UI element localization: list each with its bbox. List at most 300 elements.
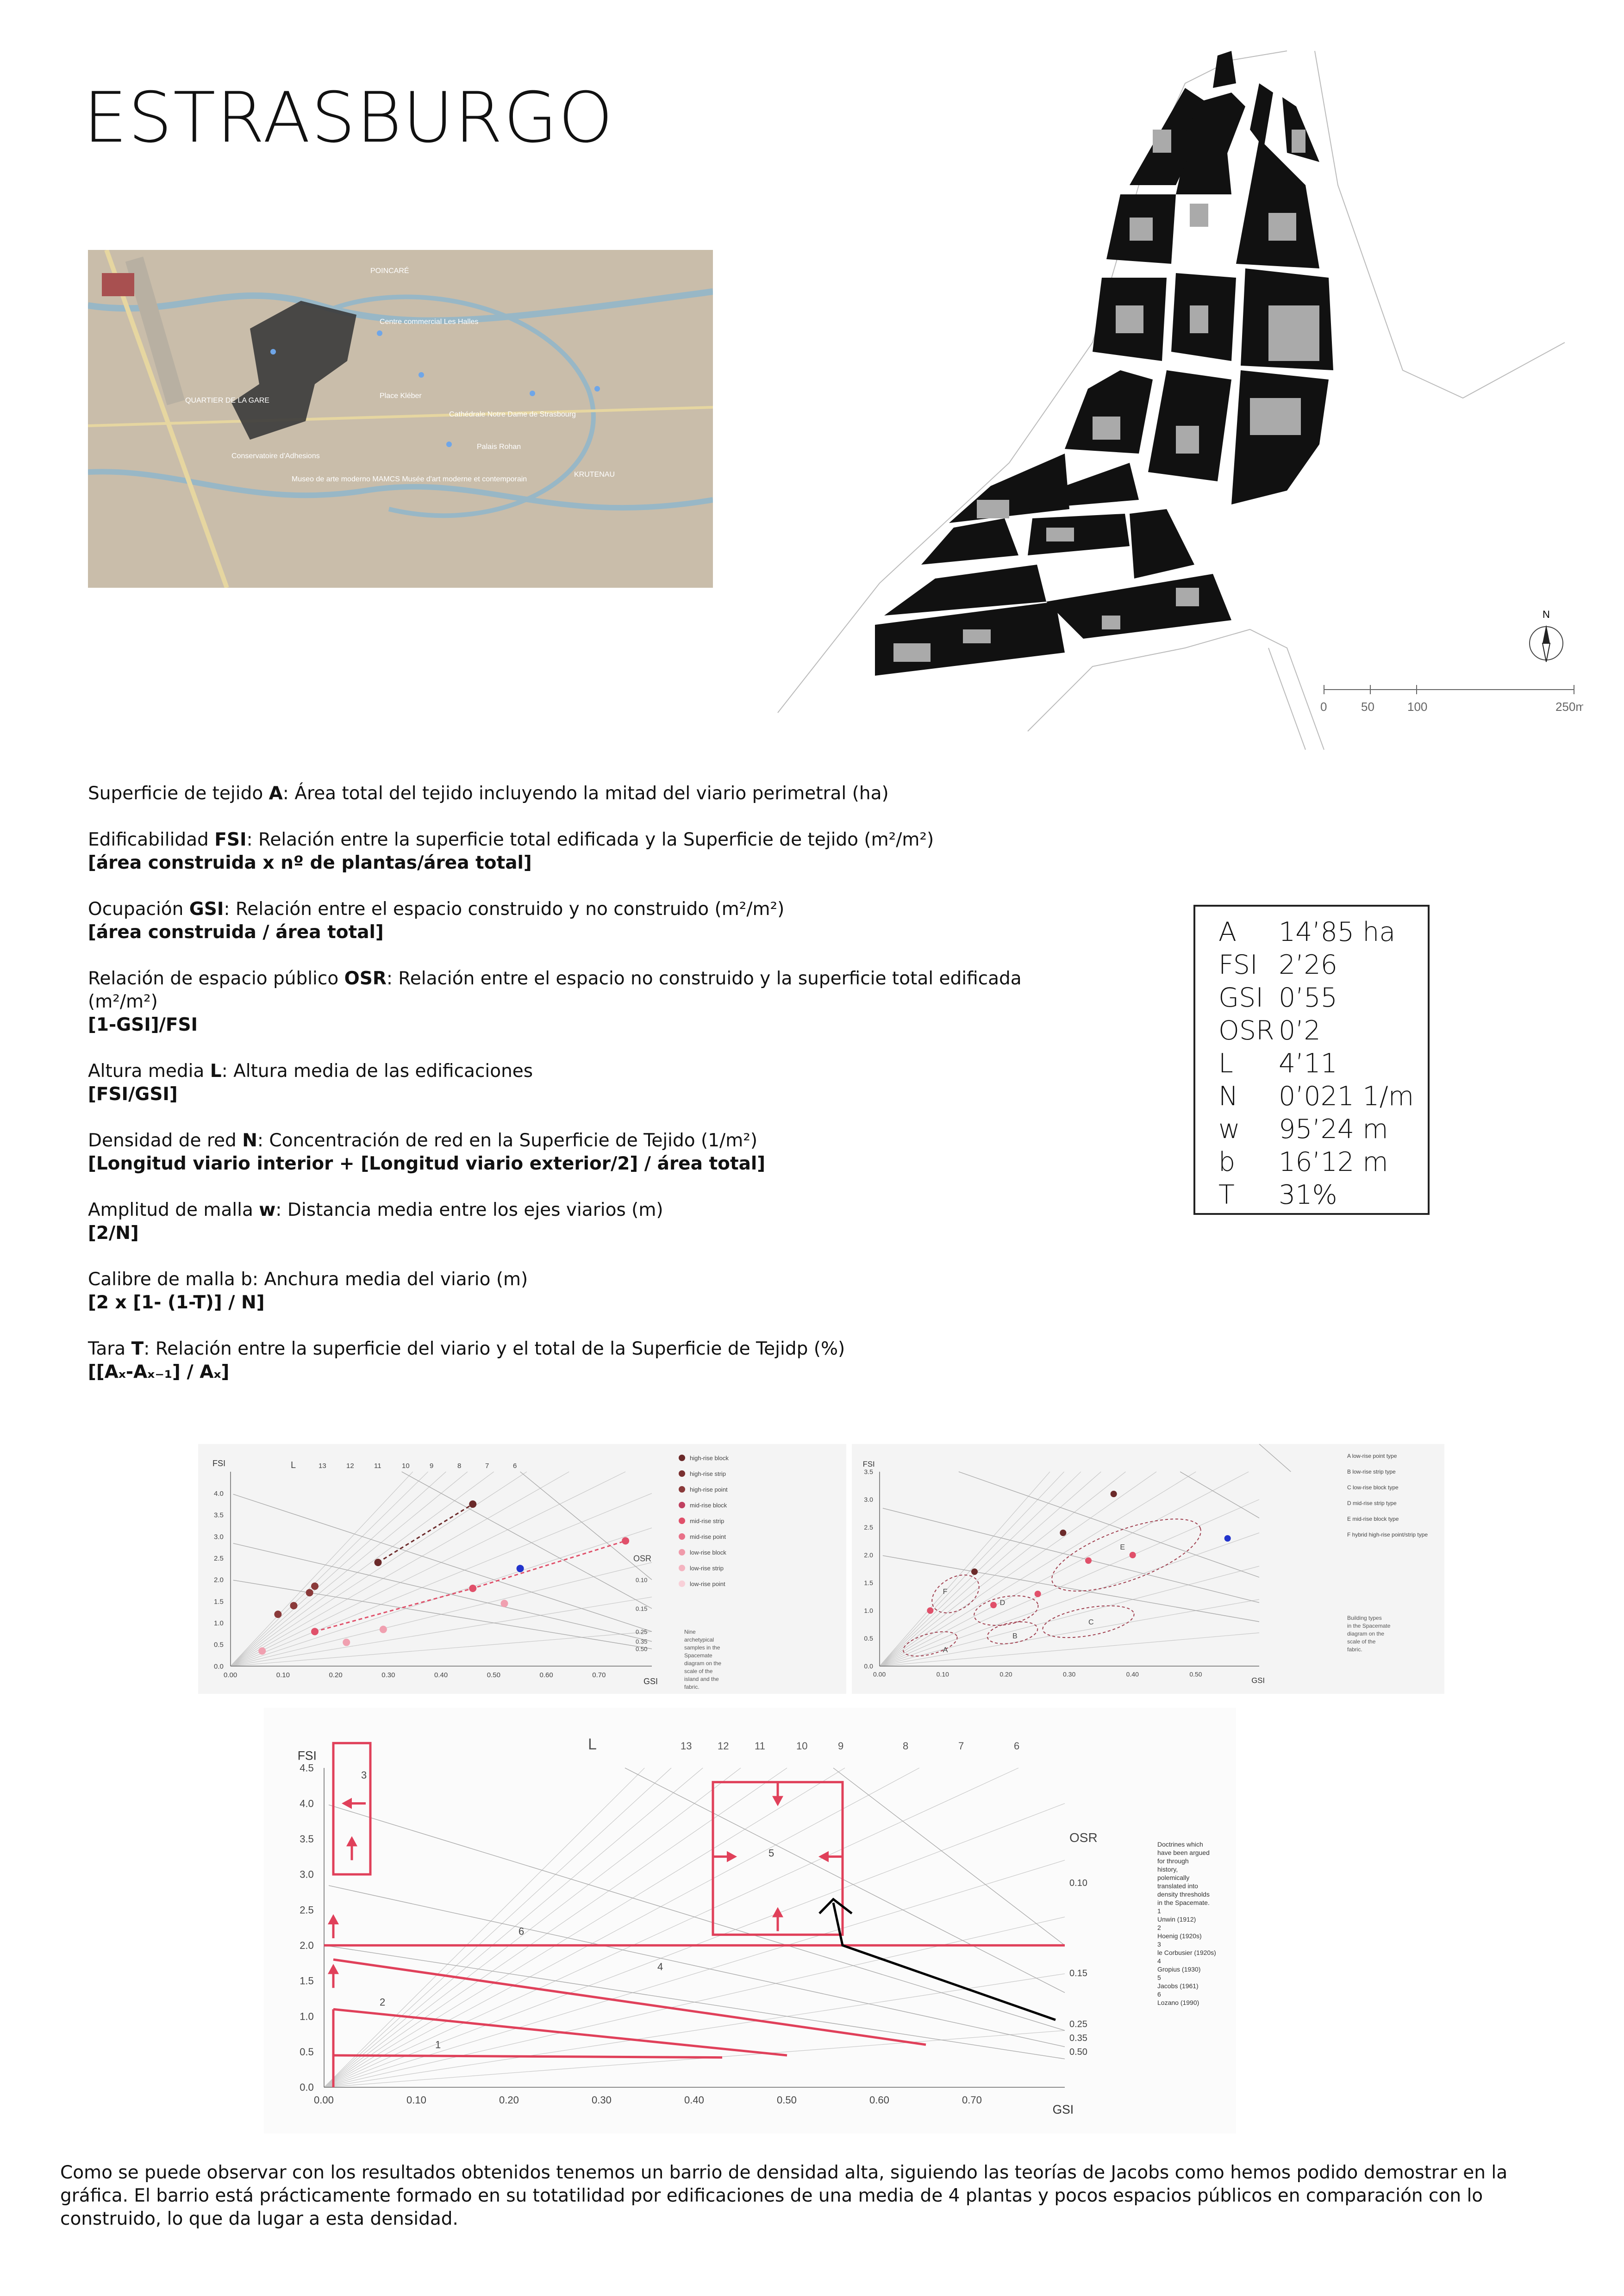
L-ray (880, 1533, 1259, 1666)
doctrine-entry: 6 (1157, 1991, 1161, 1998)
y-tick-label: 1.5 (214, 1598, 224, 1606)
legend-marker (679, 1486, 685, 1493)
data-point (343, 1639, 350, 1646)
legend-marker (679, 1455, 685, 1461)
legend-label: high-rise strip (690, 1470, 726, 1477)
result-key: FSI (1218, 950, 1258, 980)
data-point (1130, 1552, 1136, 1558)
legend-label: E mid-rise block type (1347, 1516, 1399, 1522)
L-ray (231, 1472, 625, 1666)
definition-item (88, 782, 1037, 805)
doctrines-intro-line: in the Spacemate. (1157, 1899, 1210, 1906)
result-row (1218, 1047, 1428, 1080)
data-point (380, 1626, 387, 1633)
result-row (1218, 982, 1428, 1014)
L-label: 6 (1014, 1740, 1020, 1752)
data-point (1111, 1491, 1117, 1497)
osr-label: 0.25 (636, 1628, 648, 1636)
result-key: N (1218, 1081, 1238, 1112)
doctrines-intro-line: translated into (1157, 1882, 1198, 1890)
chart-note-line: Spacemate (684, 1652, 712, 1659)
x-tick-label: 0.00 (224, 1671, 237, 1679)
doctrines-intro-line: density thresholds (1157, 1891, 1210, 1898)
x-tick-label: 0.40 (684, 2094, 704, 2106)
doctrine-entry: 4 (1157, 1957, 1161, 1965)
x-tick-label: 0.10 (936, 1670, 949, 1678)
doctrine-entry: 1 (1157, 1907, 1161, 1915)
L-ray (231, 1472, 527, 1666)
north-arrow-icon (1530, 609, 1563, 662)
north-label: N (1543, 609, 1550, 620)
result-key: T (1218, 1180, 1235, 1210)
osr-line (1259, 1444, 1291, 1472)
L-ray (231, 1472, 446, 1666)
L-ray (880, 1472, 1050, 1666)
definition-term: Relación de espacio público (88, 968, 344, 989)
scale-label: 100 (1407, 700, 1428, 714)
x-tick-label: 0.10 (276, 1671, 290, 1679)
result-row (1218, 1146, 1428, 1179)
definition-item (88, 1268, 1037, 1314)
map-label: QUARTIER DE LA GARE (185, 397, 269, 404)
x-tick-label: 0.70 (592, 1671, 606, 1679)
map-label: POINCARÉ (370, 267, 409, 275)
osr-title: OSR (1069, 1830, 1098, 1845)
y-tick-label: 3.5 (300, 1833, 314, 1845)
y-tick-label: 2.0 (864, 1551, 873, 1559)
chart-note-line: Nine (684, 1629, 696, 1635)
result-key: L (1218, 1048, 1233, 1079)
legend-label: low-rise strip (690, 1565, 724, 1572)
data-point (622, 1537, 629, 1544)
y-tick-label: 1.0 (300, 2010, 314, 2022)
result-value: 0’021 1/m (1279, 1081, 1414, 1112)
map-label: Conservatoire d'Adhesions (231, 452, 320, 460)
L-label: 13 (681, 1740, 692, 1752)
doctrine-entry: 2 (1157, 1924, 1161, 1931)
x-tick-label: 0.20 (499, 2094, 519, 2106)
legend-label: mid-rise block (690, 1502, 727, 1509)
x-tick-label: 0.00 (314, 2094, 334, 2106)
legend-label: B low-rise strip type (1347, 1468, 1396, 1475)
legend-label: high-rise block (690, 1455, 729, 1462)
y-tick-label: 2.0 (300, 1940, 314, 1952)
group-label: F (943, 1588, 948, 1596)
x-tick-label: 0.50 (1189, 1670, 1202, 1678)
legend-label: C low-rise block type (1347, 1484, 1399, 1491)
doctrines-intro-line: history, (1157, 1866, 1178, 1873)
L-ray (231, 1472, 413, 1666)
y-tick-label: 3.0 (300, 1868, 314, 1880)
definition-item (88, 898, 1037, 944)
group-label: A (943, 1646, 948, 1654)
L-label: 8 (457, 1462, 462, 1470)
result-row (1218, 1113, 1428, 1146)
arrow-head-icon (818, 1851, 829, 1862)
legend-label: low-rise block (690, 1549, 726, 1556)
conclusion-text: Como se puede observar con los resultados obtenidos tenemos un barrio de densidad alta, siguiendo las teorías de Jacobs como hemos podido demostrar en la gráfica. El barrio está prácticamente formado en su totatilidad por edificaciones de una media de 4 plantas y pocos espacios públicos en comparación con lo construido, lo que da lugar a esta densidad. (60, 2162, 1508, 2229)
legend-label: F hybrid high-rise point/strip type (1347, 1531, 1428, 1538)
x-tick-label: 0.40 (1126, 1670, 1139, 1678)
zone-label: 1 (435, 2039, 441, 2051)
doctrines-intro-line: have been argued (1157, 1849, 1210, 1856)
pointer-line (833, 1903, 1056, 2020)
legend-marker (679, 1470, 685, 1477)
definition-item (88, 967, 1037, 1037)
data-point (274, 1611, 281, 1618)
map-label: Palais Rohan (477, 443, 521, 451)
data-point (1060, 1530, 1066, 1536)
x-tick-label: 0.70 (962, 2094, 982, 2106)
definition-description: : Concentración de red en la Superficie de Tejido (1/m²) (257, 1130, 758, 1151)
scale-bar (1324, 685, 1574, 694)
definition-description: : Relación entre el espacio construido y no construido (m²/m²) (224, 899, 785, 920)
y-tick-label: 3.5 (864, 1468, 873, 1475)
data-point (927, 1607, 933, 1614)
chart-note-line: fabric. (684, 1684, 700, 1690)
arrow-head-icon (342, 1798, 352, 1809)
definition-description: : Área total del tejido incluyendo la mitad del viario perimetral (ha) (282, 783, 889, 804)
L-label: 13 (319, 1462, 326, 1470)
x-tick-label: 0.50 (777, 2094, 797, 2106)
x-tick-label: 0.00 (873, 1670, 886, 1678)
arrow-head-icon (727, 1851, 737, 1862)
osr-label: 0.10 (1069, 1878, 1087, 1888)
result-key: OSR (1218, 1015, 1274, 1046)
figure-ground-plan (768, 46, 1583, 750)
definition-key: w (259, 1200, 276, 1220)
result-value: 0’55 (1279, 983, 1337, 1013)
definition-description: : Relación entre el espacio no construido y la superficie total edificada (m²/m²) (88, 968, 1022, 1012)
doctrine-entry: Unwin (1912) (1157, 1916, 1196, 1923)
L-label: 8 (903, 1740, 909, 1752)
L-ray (880, 1472, 1064, 1666)
group-label: E (1120, 1543, 1125, 1551)
osr-label: 0.35 (1069, 2033, 1087, 2043)
definition-item (88, 1338, 1037, 1384)
definition-key: L (210, 1061, 222, 1082)
definition-key: A (269, 783, 283, 804)
result-value: 2’26 (1279, 950, 1337, 980)
chart-note-line: diagram on the (684, 1660, 722, 1667)
spacemate-chart-building-types (852, 1444, 1444, 1694)
doctrine-entry: Gropius (1930) (1157, 1966, 1201, 1973)
y-tick-label: 0.0 (214, 1662, 224, 1671)
x-tick-label: 0.40 (434, 1671, 448, 1679)
L-label: 7 (958, 1740, 964, 1752)
chart-note-line: Building types (1347, 1615, 1382, 1621)
definition-formula: [2/N] (88, 1223, 139, 1244)
L-label: 10 (402, 1462, 410, 1470)
L-label: 9 (838, 1740, 844, 1752)
result-value: 4’11 (1279, 1048, 1337, 1079)
x-tick-label: 0.30 (381, 1671, 395, 1679)
L-label: 6 (513, 1462, 517, 1470)
y-tick-label: 2.5 (864, 1523, 873, 1531)
chart-note-line: samples in the (684, 1644, 720, 1651)
L-label: 10 (796, 1740, 808, 1752)
definition-formula: [área construida x nº de plantas/área total] (88, 852, 532, 873)
doctrine-entry: Jacobs (1961) (1157, 1982, 1199, 1990)
chart-note-line: scale of the (684, 1668, 713, 1674)
definition-item (88, 1129, 1037, 1176)
definition-description: : Relación entre la superficie del viario y el total de la Superficie de Tejidp (%) (144, 1338, 845, 1359)
doctrine-line (333, 2055, 722, 2058)
L-label: L (291, 1460, 296, 1470)
aerial-map-image (88, 250, 713, 588)
y-tick-label: 0.0 (300, 2081, 314, 2093)
L-ray (324, 1768, 787, 2087)
x-tick-label: 0.30 (592, 2094, 612, 2106)
group-label: C (1088, 1618, 1094, 1626)
result-value: 14’85 ha (1279, 917, 1396, 947)
osr-label: 0.15 (1069, 1968, 1087, 1979)
y-tick-label: 0.0 (864, 1662, 873, 1670)
doctrine-line (333, 1960, 926, 2045)
zone-label: 5 (768, 1847, 775, 1859)
osr-title: OSR (633, 1554, 652, 1563)
data-point (517, 1565, 524, 1572)
osr-line (833, 1768, 1065, 1945)
L-ray (880, 1472, 1125, 1666)
L-label: 11 (374, 1462, 381, 1470)
osr-line (233, 1543, 652, 1642)
y-tick-label: 4.0 (300, 1798, 314, 1810)
definition-term: Superficie de tejido (88, 783, 269, 804)
L-label: L (588, 1736, 597, 1753)
y-tick-label: 1.0 (864, 1606, 873, 1614)
osr-line (329, 1805, 1065, 2031)
y-axis-label: FSI (862, 1459, 875, 1468)
data-point (375, 1559, 382, 1566)
arrow-head-icon (772, 1796, 783, 1806)
page-title: ESTRASBURGO (83, 78, 614, 158)
data-point (971, 1568, 978, 1575)
group-label: B (1012, 1632, 1018, 1640)
L-label: 11 (755, 1740, 765, 1752)
doctrines-intro-line: for through (1157, 1857, 1189, 1865)
osr-line (233, 1494, 652, 1632)
y-tick-label: 0.5 (214, 1641, 224, 1649)
result-value: 16’12 m (1279, 1147, 1388, 1177)
L-label: 12 (718, 1740, 729, 1752)
osr-line (233, 1580, 652, 1649)
y-axis-label: FSI (297, 1748, 317, 1763)
definition-item (88, 828, 1037, 875)
doctrine-entry: le Corbusier (1920s) (1157, 1949, 1216, 1956)
x-tick-label: 0.50 (487, 1671, 500, 1679)
osr-line (329, 1885, 1065, 2047)
doctrine-entry: Lozano (1990) (1157, 1999, 1199, 2006)
doctrine-entry: 5 (1157, 1974, 1161, 1981)
legend-marker (679, 1502, 685, 1508)
definition-description: : Distancia media entre los ejes viarios (m) (275, 1200, 663, 1220)
L-ray (231, 1493, 652, 1666)
data-point (1085, 1557, 1092, 1564)
group-label: D (999, 1599, 1006, 1607)
doctrines-intro-line: Doctrines which (1157, 1841, 1203, 1848)
L-ray (880, 1500, 1259, 1666)
x-tick-label: 0.20 (329, 1671, 343, 1679)
scale-label: 250m (1555, 700, 1583, 714)
y-tick-label: 1.5 (864, 1579, 873, 1587)
L-ray (880, 1472, 1196, 1666)
L-ray (231, 1631, 652, 1666)
y-tick-label: 1.0 (214, 1619, 224, 1627)
data-point (469, 1500, 476, 1508)
definition-formula: [área construida / área total] (88, 922, 384, 943)
definition-term: Altura media (88, 1061, 210, 1082)
definition-term: Amplitud de malla (88, 1200, 259, 1220)
doctrine-entry: Hoenig (1920s) (1157, 1932, 1202, 1940)
definition-formula: [[Aₓ-Aₓ₋₁] / Aₓ] (88, 1362, 230, 1382)
L-ray (324, 1768, 644, 2087)
data-point (501, 1600, 508, 1607)
legend-marker (679, 1549, 685, 1556)
zone-label: 6 (518, 1925, 525, 1937)
L-label: 9 (430, 1462, 434, 1470)
legend-label: mid-rise strip (690, 1518, 725, 1524)
definition-description: : Anchura media del viario (m) (252, 1269, 528, 1290)
map-label: Place Kléber (380, 392, 422, 400)
definition-term: Ocupación (88, 899, 189, 920)
L-ray (324, 1768, 703, 2087)
result-key: A (1218, 917, 1237, 947)
data-point (311, 1628, 319, 1635)
osr-line (520, 1472, 652, 1580)
result-row (1218, 1014, 1428, 1047)
x-axis-label: GSI (1251, 1676, 1265, 1685)
result-value: 0’2 (1279, 1015, 1321, 1046)
definition-term: Calibre de malla b (88, 1269, 252, 1290)
result-row (1218, 1179, 1428, 1212)
osr-label: 0.50 (1069, 2047, 1087, 2057)
y-tick-label: 4.5 (300, 1762, 314, 1774)
data-point (290, 1602, 298, 1609)
map-label: Cathédrale Notre Dame de Strasbourg (449, 411, 576, 418)
legend-marker (679, 1565, 685, 1571)
definition-item (88, 1199, 1037, 1245)
results-box (1193, 905, 1430, 1215)
x-tick-label: 0.30 (1063, 1670, 1076, 1678)
definition-description: : Altura media de las edificaciones (221, 1061, 533, 1082)
chart-note-line: archetypical (684, 1636, 714, 1643)
L-ray (880, 1472, 1156, 1666)
y-tick-label: 0.5 (864, 1634, 873, 1642)
x-tick-label: 0.60 (869, 2094, 889, 2106)
L-ray (880, 1472, 1249, 1666)
legend-label: mid-rise point (690, 1533, 726, 1540)
legend-label: low-rise point (690, 1580, 725, 1587)
result-row (1218, 949, 1428, 982)
x-axis-label: GSI (643, 1677, 658, 1686)
L-ray (324, 1768, 845, 2087)
result-row (1218, 1080, 1428, 1113)
zone-label: 3 (361, 1769, 367, 1781)
arrow-head-icon (346, 1836, 357, 1846)
y-tick-label: 1.5 (300, 1975, 314, 1987)
definitions-list (88, 782, 1037, 1407)
legend-marker (679, 1580, 685, 1587)
result-key: w (1218, 1114, 1240, 1145)
data-point (469, 1585, 476, 1592)
y-tick-label: 4.0 (214, 1489, 224, 1498)
definition-key: T (131, 1338, 144, 1359)
result-key: b (1218, 1147, 1236, 1177)
arrow-head-icon (328, 1964, 339, 1974)
chart-note-line: scale of the (1347, 1638, 1376, 1645)
result-value: 31% (1279, 1180, 1337, 1210)
x-tick-label: 0.10 (406, 2094, 426, 2106)
x-tick-label: 0.20 (999, 1670, 1012, 1678)
osr-label: 0.35 (636, 1638, 648, 1645)
y-axis-label: FSI (212, 1459, 226, 1468)
chart-note-line: island and the (684, 1676, 719, 1682)
osr-line (1180, 1472, 1259, 1518)
doctrines-intro-line: polemically (1157, 1874, 1190, 1881)
legend-marker (679, 1533, 685, 1540)
osr-label: 0.25 (1069, 2019, 1087, 2029)
definition-item (88, 1060, 1037, 1106)
data-point (1224, 1535, 1231, 1542)
definition-formula: [FSI/GSI] (88, 1084, 178, 1105)
legend-label: D mid-rise strip type (1347, 1500, 1397, 1506)
data-point (306, 1589, 313, 1596)
y-tick-label: 2.5 (300, 1904, 314, 1916)
result-key: GSI (1218, 983, 1264, 1013)
zone-label: 4 (657, 1961, 663, 1972)
osr-label: 0.10 (636, 1576, 648, 1584)
chart-note-line: diagram on the (1347, 1630, 1385, 1637)
result-row (1218, 916, 1428, 949)
definition-term: Edificabilidad (88, 829, 215, 850)
arrow-head-icon (328, 1914, 339, 1924)
y-tick-label: 3.0 (864, 1495, 873, 1503)
definition-formula: [Longitud viario interior + [Longitud viario exterior/2] / área total] (88, 1153, 766, 1174)
zone-label: 2 (380, 1996, 386, 2008)
L-ray (880, 1472, 1081, 1666)
L-ray (324, 1768, 1018, 2087)
data-point (1035, 1591, 1041, 1597)
L-ray (231, 1472, 428, 1666)
legend-label: A low-rise point type (1347, 1453, 1397, 1459)
definition-term: Densidad de red (88, 1130, 243, 1151)
spacemate-chart-archetypes (198, 1444, 846, 1694)
L-ray (324, 1974, 1065, 2087)
definition-key: N (242, 1130, 257, 1151)
chart-note-line: in the Spacemate (1347, 1623, 1391, 1629)
L-label: 12 (346, 1462, 354, 1470)
x-tick-label: 0.60 (539, 1671, 553, 1679)
map-label: KRUTENAU (574, 471, 615, 479)
definition-key: GSI (189, 899, 224, 920)
scale-label: 50 (1361, 700, 1374, 714)
osr-label: 0.50 (636, 1645, 648, 1653)
legend-marker (679, 1518, 685, 1524)
x-axis-label: GSI (1052, 2103, 1074, 2117)
doctrine-line (333, 2009, 787, 2055)
result-value: 95’24 m (1279, 1114, 1388, 1145)
definition-description: : Relación entre la superficie total edificada y la Superficie de tejido (m²/m²) (246, 829, 934, 850)
map-label: Museo de arte moderno MAMCS Musée d'art moderne et contemporain (292, 475, 527, 483)
definition-formula: [2 x [1- (1-T)] / N] (88, 1292, 265, 1313)
definition-key: OSR (344, 968, 387, 989)
definition-formula: [1-GSI]/FSI (88, 1014, 198, 1035)
data-point (258, 1647, 266, 1655)
y-tick-label: 2.0 (214, 1576, 224, 1584)
osr-label: 0.15 (636, 1605, 648, 1612)
map-label: Centre commercial Les Halles (380, 318, 479, 326)
